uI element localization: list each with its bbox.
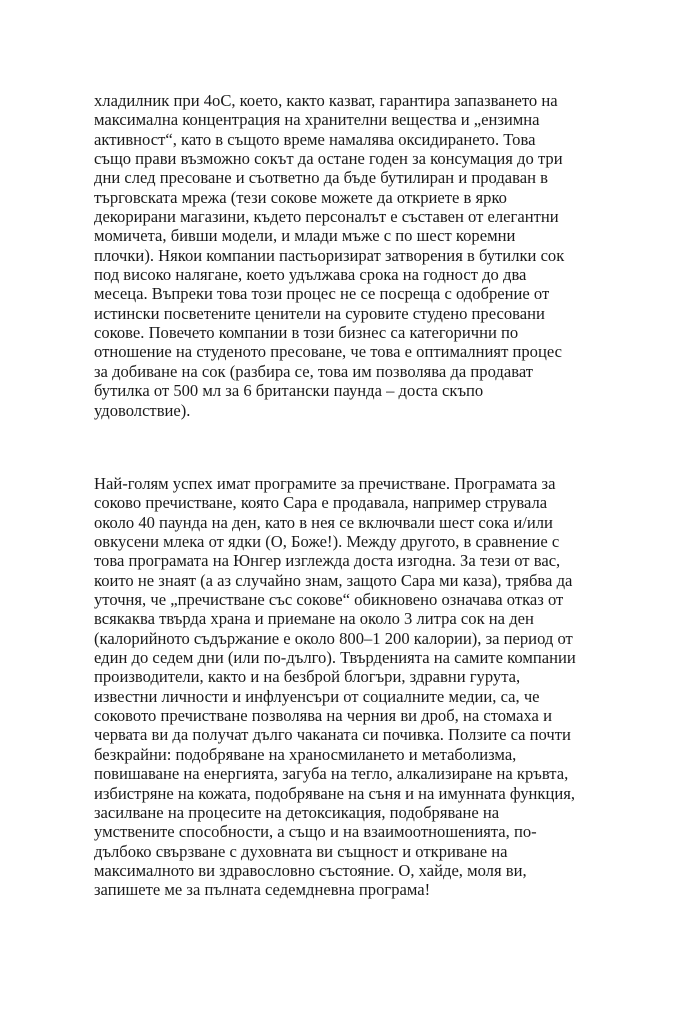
paragraph-1 xyxy=(94,91,634,420)
text-line: максимална концентрация на хранителни вещества и „ензимна xyxy=(94,110,540,130)
text-line: декорирани магазини, където персоналът е съставен от елегантни xyxy=(94,207,559,227)
text-line: един до седем дни (или по-дълго). Твърденията на самите компании xyxy=(94,648,576,668)
text-line: уточня, че „пречистване със сокове“ обикновено означава отказ от xyxy=(94,590,564,610)
paragraph-2 xyxy=(94,474,634,900)
text-line: засилване на процесите на детоксикация, подобряване на xyxy=(94,802,500,822)
text-line: известни личности и инфлуенсъри от социалните медии, са, че xyxy=(94,686,540,706)
text-line: производители, както и на безброй блогъри, здравни гурута, xyxy=(94,667,521,687)
text-line: около 40 паунда на ден, като в нея се включвали шест сока и/или xyxy=(94,512,553,532)
text-line: соковото пречистване позволява на черния ви дроб, на стомаха и xyxy=(94,706,552,726)
text-line: активност“, като в същото време намалява оксидирането. Това xyxy=(94,129,536,149)
text-line: месеца. Въпреки това този процес не се посреща с одобрение от xyxy=(94,284,550,304)
text-line: дни след пресоване и съответно да бъде бутилиран и продаван в xyxy=(94,168,549,188)
text-line: истински посветените ценители на суровите студено пресовани xyxy=(94,303,545,323)
text-line: Най-голям успех имат програмите за пречистване. Програмата за xyxy=(94,474,556,493)
text-line: повишаване на енергията, загуба на тегло, алкализиране на кръвта, xyxy=(94,764,569,784)
text-line: (калорийното съдържание е около 800–1 200 калории), за период от xyxy=(94,628,573,648)
text-line: бутилка от 500 мл за 6 британски паунда – доста скъпо xyxy=(94,381,484,401)
text-line: избистряне на кожата, подобряване на съня и на имунната функция, xyxy=(94,783,575,803)
text-line: дълбоко свързване с духовната ви същност и откриване на xyxy=(94,841,508,861)
text-line: плочки). Някои компании пастьоризират затворения в бутилки сок xyxy=(94,245,565,265)
text-line: това програмата на Юнгер изглежда доста изгодна. За тези от вас, xyxy=(94,551,561,571)
text-line: хладилник при 4оС, което, както казват, гарантира запазването на xyxy=(94,91,558,110)
text-line: които не знаят (а аз случайно знам, защото Сара ми каза), трябва да xyxy=(94,570,573,590)
text-line: умствените способности, а също и на взаимоотношенията, по- xyxy=(94,822,537,842)
text-line: всякаква твърда храна и приемане на около 3 литра сок на ден xyxy=(94,609,534,629)
text-line: безкрайни: подобряване на храносмилането и метаболизма, xyxy=(94,744,517,764)
text-line: червата ви да получат дълго чаканата си почивка. Ползите са почти xyxy=(94,725,571,745)
text-line: запишете ме за пълната седемдневна програма! xyxy=(94,880,431,900)
text-line: сокове. Повечето компании в този бизнес са категорични по xyxy=(94,323,519,343)
text-line: също прави възможно сокът да остане годен за консумация до три xyxy=(94,149,563,169)
text-line: търговската мрежа (тези сокове можете да откриете в ярко xyxy=(94,187,507,207)
text-line: за добиване на сок (разбира се, това им позволява да продават xyxy=(94,361,534,381)
text-line: под високо налягане, което удължава срока на годност до два xyxy=(94,265,527,285)
text-line: момичета, бивши модели, и млади мъже с по шест коремни xyxy=(94,226,516,246)
text-line: максималното ви здравословно състояние. О, хайде, моля ви, xyxy=(94,860,527,880)
text-line: отношение на студеното пресоване, че това е оптималният процес xyxy=(94,342,562,362)
text-line: соково пречистване, която Сара е продавала, например струвала xyxy=(94,493,548,513)
text-line: удоволствие). xyxy=(94,400,191,420)
text-line: овкусени млека от ядки (О, Боже!). Между другото, в сравнение с xyxy=(94,532,560,552)
